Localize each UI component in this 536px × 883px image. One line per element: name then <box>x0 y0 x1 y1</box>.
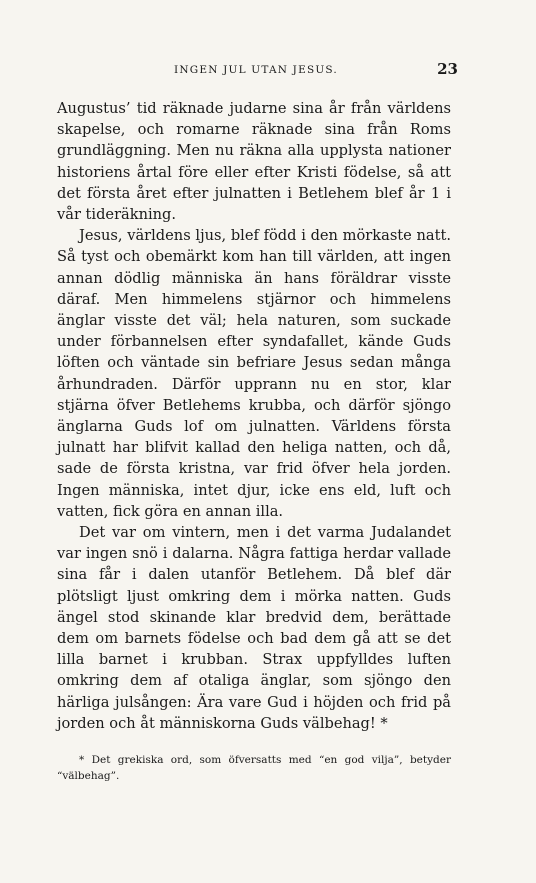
body-text <box>57 98 451 734</box>
running-head: INGEN JUL UTAN JESUS. <box>174 64 338 76</box>
paragraph: Det var om vintern, men i det varma Judalandet var ingen snö i dalarna. Några fattiga herdar vallade sina får i dalen utanför Betlehem. Då blef där plötsligt ljust omkring dem i mörka natten. Guds ängel stod skinande klar bredvid dem, berättade dem om barnets födelse och bad dem gå att se det lilla barnet i krubban. Strax uppfylldes luften omkring dem af otaliga änglar, som sjöngo den härliga julsången: Ära vare Gud i höjden och frid på jorden och åt människorna Guds välbehag! * <box>57 524 451 732</box>
paragraph: Jesus, världens ljus, blef född i den mörkaste natt. Så tyst och obemärkt kom han till världen, att ingen annan dödlig människa än hans föräldrar visste däraf. Men himmelens stjärnor och himmelens änglar visste det väl; hela naturen, som suckade under förbannelsen efter syndafallet, kände Guds löften och väntade sin befriare Jesus sedan många århundraden. Därför upprann nu en stor, klar stjärna öfver Betlehems krubba, och därför sjöngo änglarna Guds lof om julnatten. Världens första julnatt har blifvit kallad den heliga natten, och då, sade de första kristna, var frid öfver hela jorden. Ingen människa, intet djur, icke ens eld, luft och vatten, fick göra en annan illa. <box>57 227 451 520</box>
footnote: * Det grekiska ord, som öfversatts med “en god vilja”, betyder “välbehag”. <box>57 754 451 782</box>
paragraph: Augustus’ tid räknade judarne sina år från världens skapelse, och romarne räknade sina från Roms grundläggning. Men nu räkna alla upplysta nationer historiens årtal före eller efter Kristi födelse, så att det första året efter julnatten i Betlehem blef år 1 i vår tideräkning. <box>57 100 451 224</box>
page-header <box>56 62 456 86</box>
page-number: 23 <box>437 60 458 78</box>
